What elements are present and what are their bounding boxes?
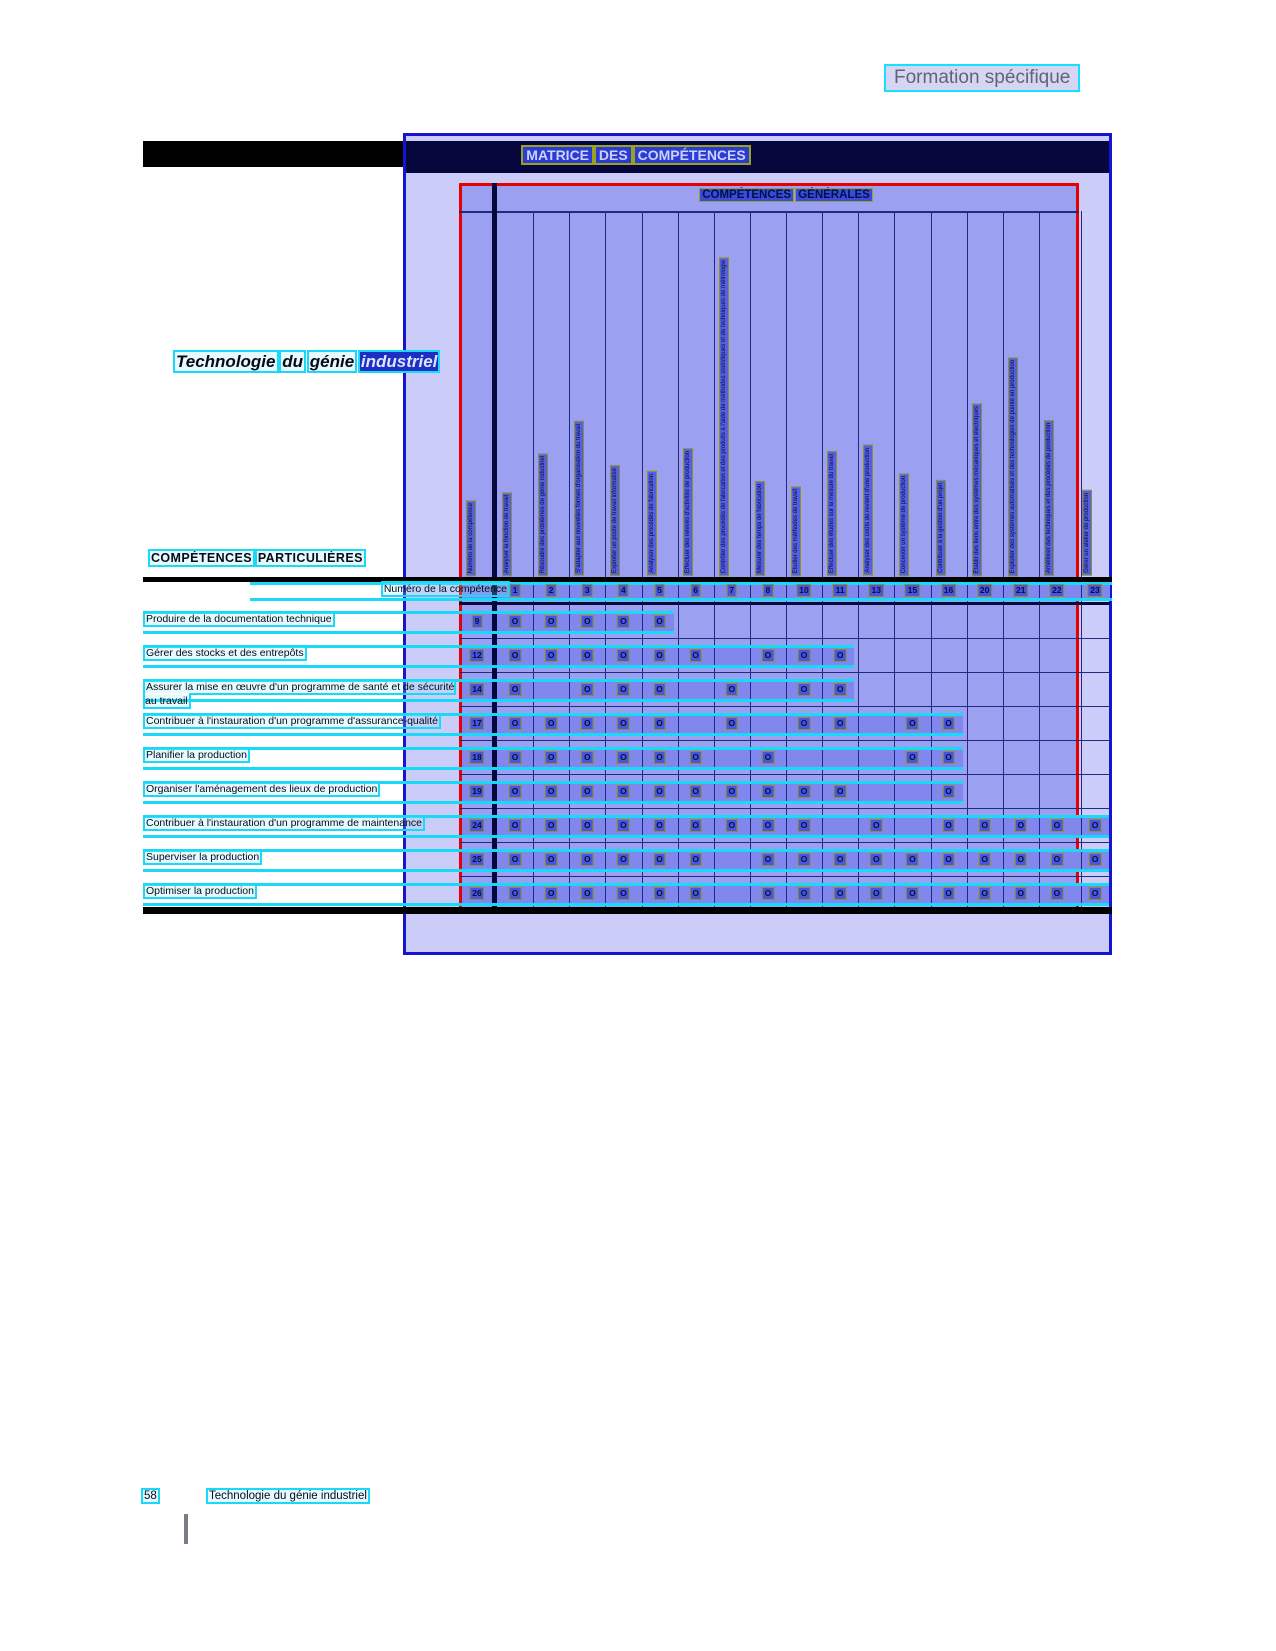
matrix-mark-24-10: O bbox=[800, 820, 808, 830]
matrix-mark-25-20: O bbox=[981, 854, 988, 864]
footer-page-number-text: 58 bbox=[144, 1490, 157, 1502]
row-number-18: 18 bbox=[472, 752, 482, 762]
matrix-mark-18-1: O bbox=[511, 752, 519, 762]
grid-hline bbox=[459, 808, 1110, 809]
matrix-mark-9-4: O bbox=[620, 616, 627, 626]
rule-below-numbers bbox=[459, 602, 1110, 605]
matrix-mark-18-6: O bbox=[692, 752, 699, 762]
row-number-24: 24 bbox=[472, 820, 482, 830]
column-number-4: 4 bbox=[621, 585, 626, 595]
column-number-8: 8 bbox=[765, 585, 771, 595]
column-header-competency-4: Exploiter un poste de travail informatisé bbox=[612, 467, 619, 573]
grid-hline bbox=[459, 774, 1110, 775]
row-line-bottom bbox=[143, 869, 1109, 872]
column-header-competency-11: Effectuer des études sur la mesure du travail bbox=[829, 454, 836, 573]
footer-title bbox=[208, 1490, 368, 1502]
matrix-mark-24-23: O bbox=[1091, 820, 1099, 830]
row-number-17: 17 bbox=[472, 718, 482, 728]
column-number-2: 2 bbox=[548, 585, 554, 595]
column-header-competency-2: Résoudre des problèmes de génie industriel bbox=[540, 455, 547, 573]
column-header-competency-10: Étudier des méthodes de travail bbox=[793, 488, 799, 573]
matrix-mark-24-8: O bbox=[764, 820, 772, 830]
row-number-9: 9 bbox=[474, 616, 480, 626]
word-chip: du bbox=[282, 352, 304, 371]
matrix-mark-19-11: O bbox=[836, 786, 844, 796]
matrix-mark-12-1: O bbox=[511, 650, 519, 660]
word-chip: MATRICE bbox=[523, 147, 592, 163]
matrix-mark-14-11: O bbox=[836, 684, 844, 694]
word-chip: industriel bbox=[360, 352, 438, 371]
rows-heading bbox=[150, 551, 450, 565]
matrix-mark-9-5: O bbox=[656, 616, 663, 626]
row-line-bottom bbox=[143, 835, 1109, 838]
matrix-mark-14-3: O bbox=[583, 684, 591, 694]
column-number-3: 3 bbox=[584, 585, 590, 595]
matrix-mark-26-2: O bbox=[547, 888, 555, 898]
row-band bbox=[462, 750, 963, 767]
matrix-mark-18-15: O bbox=[909, 752, 916, 762]
matrix-mark-12-3: O bbox=[583, 650, 591, 660]
matrix-mark-19-7: O bbox=[728, 786, 736, 796]
matrix-mark-14-10: O bbox=[800, 684, 808, 694]
matrix-mark-18-16: O bbox=[945, 752, 952, 762]
column-header-competency-7: Contrôler des procédés de fabrication et des produits à l'aide de méthodes statistiques et de techniques de métrologie bbox=[720, 259, 727, 573]
row-label-text: Contribuer à l'instauration d'un programme d'assurance-qualité bbox=[146, 715, 439, 727]
matrix-mark-25-11: O bbox=[836, 854, 844, 864]
footer-title-text: Technologie du génie industriel bbox=[209, 1490, 367, 1502]
program-title bbox=[175, 352, 475, 372]
matrix-mark-18-4: O bbox=[620, 752, 627, 762]
row-line-bottom bbox=[143, 767, 963, 770]
matrix-mark-18-8: O bbox=[764, 752, 772, 762]
word-chip: DES bbox=[596, 147, 631, 163]
word-chip: COMPÉTENCES bbox=[635, 147, 749, 163]
matrix-mark-18-3: O bbox=[583, 752, 591, 762]
row-number-14: 14 bbox=[472, 684, 482, 694]
matrix-mark-26-13: O bbox=[872, 888, 880, 898]
column-header-competency-8: Mesurer des temps de fabrication bbox=[756, 483, 763, 573]
matrix-mark-25-1: O bbox=[511, 854, 519, 864]
column-number-11: 11 bbox=[835, 585, 845, 595]
matrix-mark-19-4: O bbox=[620, 786, 627, 796]
columns-heading bbox=[497, 189, 1075, 201]
matrix-mark-24-4: O bbox=[620, 820, 627, 830]
matrix-mark-24-6: O bbox=[692, 820, 699, 830]
row-label-25 bbox=[145, 850, 467, 864]
row-label-text: Gérer des stocks et des entrepôts bbox=[146, 647, 304, 659]
grid-hline bbox=[459, 672, 1110, 673]
column-header-competency-20: Établir des liens entre des systèmes mécaniques et électriques bbox=[973, 405, 980, 573]
row-label-14 bbox=[145, 680, 467, 708]
grid-hline bbox=[459, 842, 1110, 843]
matrix-mark-14-5: O bbox=[656, 684, 663, 694]
matrix-mark-26-23: O bbox=[1091, 888, 1099, 898]
matrix-mark-26-10: O bbox=[800, 888, 808, 898]
row-label-18 bbox=[145, 748, 467, 762]
grid-vline bbox=[1003, 211, 1004, 907]
title-band-black-bar bbox=[143, 141, 403, 167]
matrix-mark-26-8: O bbox=[764, 888, 772, 898]
matrix-mark-18-5: O bbox=[656, 752, 663, 762]
matrix-mark-24-21: O bbox=[1017, 820, 1025, 830]
row-label-text: Contribuer à l'instauration d'un programme de maintenance bbox=[146, 817, 422, 829]
matrix-mark-12-8: O bbox=[764, 650, 772, 660]
column-number-7: 7 bbox=[729, 585, 735, 595]
word-chip: PARTICULIÈRES bbox=[257, 551, 363, 565]
column-number-15: 15 bbox=[907, 585, 918, 595]
row-number-26: 26 bbox=[472, 888, 482, 898]
row-label-text: Planifier la production bbox=[146, 749, 247, 761]
column-number-13: 13 bbox=[871, 585, 881, 595]
column-number-22: 22 bbox=[1052, 585, 1062, 595]
word-chip: GÉNÉRALES bbox=[798, 189, 870, 201]
row-band bbox=[462, 716, 963, 733]
grid-hline bbox=[459, 740, 1110, 741]
matrix-mark-25-2: O bbox=[547, 854, 555, 864]
matrix-mark-19-8: O bbox=[764, 786, 772, 796]
matrix-mark-24-3: O bbox=[583, 820, 591, 830]
column-number-6: 6 bbox=[693, 585, 698, 595]
matrix-mark-19-5: O bbox=[656, 786, 663, 796]
column-number-21: 21 bbox=[1016, 585, 1026, 595]
matrix-mark-17-15: O bbox=[909, 718, 916, 728]
column-header-competency-5: Analyser des procédés de fabrication bbox=[648, 474, 655, 573]
running-head-formation-specifique: Formation spécifique bbox=[884, 64, 1080, 92]
row-label-12 bbox=[145, 646, 467, 660]
matrix-mark-17-10: O bbox=[800, 718, 808, 728]
grid-hline bbox=[459, 706, 1110, 707]
row-label-9 bbox=[145, 612, 467, 626]
matrix-mark-26-20: O bbox=[981, 888, 988, 898]
matrix-mark-17-7: O bbox=[728, 718, 736, 728]
word-chip: COMPÉTENCES bbox=[702, 189, 792, 201]
word-chip: COMPÉTENCES bbox=[151, 551, 252, 565]
column-header-competency-3: S'adapter aux nouvelles formes d'organisation du travail bbox=[576, 424, 583, 573]
row-line-bottom bbox=[143, 631, 674, 634]
column-number-16: 16 bbox=[943, 585, 954, 595]
column-header-competency-16: Contribuer à la gestion d'un projet bbox=[937, 483, 944, 573]
grid-hline bbox=[459, 876, 1110, 877]
row-label-text: Produire de la documentation technique bbox=[146, 613, 332, 625]
matrix-mark-25-3: O bbox=[583, 854, 591, 864]
matrix-mark-26-1: O bbox=[511, 888, 519, 898]
grid-vline bbox=[967, 211, 968, 907]
matrix-mark-19-3: O bbox=[583, 786, 591, 796]
matrix-mark-26-5: O bbox=[656, 888, 663, 898]
matrix-mark-24-5: O bbox=[656, 820, 663, 830]
column-header-competency-1: Analyser la fonction de travail bbox=[504, 494, 510, 573]
matrix-mark-12-5: O bbox=[656, 650, 663, 660]
row-label-text: Assurer la mise en œuvre d'un programme de santé et de sécurité au travail bbox=[145, 681, 455, 707]
column-header-competency-15: Concevoir un système de production bbox=[901, 475, 908, 573]
matrix-mark-17-5: O bbox=[656, 718, 663, 728]
column-number-5: 5 bbox=[657, 585, 662, 595]
matrix-mark-12-10: O bbox=[800, 650, 808, 660]
row-line-bottom bbox=[143, 801, 963, 804]
matrix-mark-25-6: O bbox=[692, 854, 699, 864]
matrix-mark-26-16: O bbox=[945, 888, 952, 898]
matrix-mark-14-1: O bbox=[511, 684, 519, 694]
row-label-26 bbox=[145, 884, 467, 898]
matrix-mark-24-13: O bbox=[872, 820, 880, 830]
row-number-12: 12 bbox=[472, 650, 482, 660]
row-label-text: Superviser la production bbox=[146, 851, 260, 863]
matrix-mark-9-3: O bbox=[583, 616, 591, 626]
matrix-mark-17-2: O bbox=[547, 718, 555, 728]
grid-vline bbox=[1039, 211, 1040, 907]
matrix-mark-9-1: O bbox=[511, 616, 519, 626]
matrix-mark-25-22: O bbox=[1053, 854, 1061, 864]
matrix-mark-17-16: O bbox=[945, 718, 952, 728]
matrix-mark-12-4: O bbox=[620, 650, 627, 660]
matrix-mark-25-4: O bbox=[620, 854, 627, 864]
word-chip: génie bbox=[309, 352, 355, 371]
matrix-mark-19-2: O bbox=[547, 786, 555, 796]
row-number-25: 25 bbox=[472, 854, 482, 864]
column-header-competency-6: Effectuer des relevés d'activités de production bbox=[684, 450, 691, 573]
number-row-line-bottom bbox=[250, 598, 1112, 601]
matrix-mark-14-7: O bbox=[728, 684, 736, 694]
column-header-competency-22: Améliorer des techniques et des procédés de production bbox=[1045, 422, 1052, 573]
row-line-bottom bbox=[143, 665, 854, 668]
grid-vline-final-column bbox=[1081, 211, 1082, 907]
footer-mark bbox=[184, 1514, 188, 1544]
column-number-10: 10 bbox=[799, 585, 809, 595]
matrix-mark-24-16: O bbox=[945, 820, 952, 830]
row-number-19: 19 bbox=[472, 786, 482, 796]
matrix-mark-24-20: O bbox=[981, 820, 988, 830]
grid-hline bbox=[459, 638, 1110, 639]
matrix-mark-12-11: O bbox=[836, 650, 844, 660]
row-label-19 bbox=[145, 782, 467, 796]
matrix-mark-26-4: O bbox=[620, 888, 627, 898]
matrix-mark-14-4: O bbox=[620, 684, 627, 694]
row-band bbox=[462, 784, 963, 801]
matrix-mark-26-6: O bbox=[692, 888, 699, 898]
matrix-mark-26-3: O bbox=[583, 888, 591, 898]
matrix-mark-26-15: O bbox=[909, 888, 916, 898]
number-column-vertical-label: Numéro de la compétence bbox=[468, 502, 474, 573]
matrix-mark-25-8: O bbox=[764, 854, 772, 864]
matrix-mark-26-11: O bbox=[836, 888, 844, 898]
matrix-mark-25-21: O bbox=[1017, 854, 1025, 864]
matrix-mark-24-7: O bbox=[728, 820, 736, 830]
footer-page-number bbox=[143, 1490, 158, 1502]
rule-bottom bbox=[143, 907, 1112, 914]
column-header-competency-23: Gérer un atelier de production bbox=[1084, 493, 1090, 573]
matrix-mark-18-2: O bbox=[547, 752, 555, 762]
matrix-mark-25-5: O bbox=[656, 854, 663, 864]
matrix-mark-17-1: O bbox=[511, 718, 519, 728]
row-label-text: Optimiser la production bbox=[146, 885, 254, 897]
matrix-mark-19-1: O bbox=[511, 786, 519, 796]
word-chip: Technologie bbox=[176, 352, 276, 371]
row-label-text: Organiser l'aménagement des lieux de production bbox=[146, 783, 378, 795]
matrix-title bbox=[406, 147, 866, 163]
matrix-mark-24-2: O bbox=[547, 820, 555, 830]
column-header-competency-21: Exploiter des systèmes automatisés et des technologies de pointe en production bbox=[1009, 359, 1016, 573]
number-row-label bbox=[250, 583, 508, 595]
matrix-mark-26-22: O bbox=[1053, 888, 1061, 898]
column-number-20: 20 bbox=[979, 585, 990, 595]
matrix-mark-25-10: O bbox=[800, 854, 808, 864]
matrix-mark-17-3: O bbox=[583, 718, 591, 728]
matrix-mark-24-22: O bbox=[1053, 820, 1061, 830]
matrix-mark-17-11: O bbox=[836, 718, 844, 728]
row-line-bottom bbox=[143, 733, 963, 736]
matrix-mark-24-1: O bbox=[511, 820, 519, 830]
matrix-mark-25-15: O bbox=[909, 854, 916, 864]
column-number-23: 23 bbox=[1090, 585, 1100, 595]
matrix-mark-12-6: O bbox=[692, 650, 699, 660]
matrix-mark-19-6: O bbox=[692, 786, 699, 796]
row-line-bottom bbox=[143, 903, 1109, 906]
matrix-mark-19-16: O bbox=[945, 786, 952, 796]
number-row-label-text: Numéro de la compétence bbox=[383, 583, 507, 595]
column-header-competency-13: Analyser des coûts de revient d'une production bbox=[865, 448, 872, 573]
matrix-mark-17-4: O bbox=[620, 718, 627, 728]
matrix-mark-25-13: O bbox=[872, 854, 880, 864]
matrix-mark-25-23: O bbox=[1091, 854, 1099, 864]
matrix-mark-12-2: O bbox=[547, 650, 555, 660]
matrix-mark-19-10: O bbox=[800, 786, 808, 796]
heading-underline bbox=[459, 211, 1079, 213]
column-number-1: 1 bbox=[512, 585, 518, 595]
row-label-24 bbox=[145, 816, 467, 830]
row-label-17 bbox=[145, 714, 467, 728]
matrix-mark-26-21: O bbox=[1017, 888, 1025, 898]
matrix-mark-25-16: O bbox=[945, 854, 952, 864]
matrix-mark-9-2: O bbox=[547, 616, 555, 626]
